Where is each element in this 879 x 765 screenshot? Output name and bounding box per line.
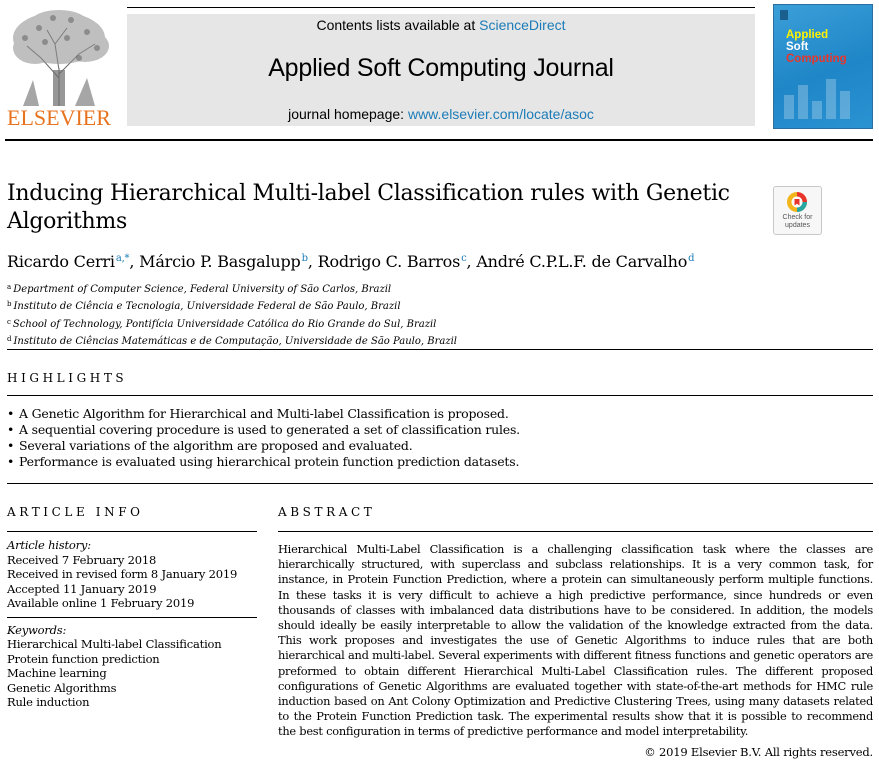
bullet-icon: • bbox=[7, 422, 15, 437]
highlight-text: Performance is evaluated using hierarchical protein function prediction datasets. bbox=[19, 454, 520, 469]
author-name[interactable]: Ricardo Cerri bbox=[7, 252, 115, 271]
highlight-item bbox=[7, 422, 520, 438]
journal-name: Applied Soft Computing Journal bbox=[268, 54, 614, 82]
affiliation-text: Instituto de Ciência e Tecnologia, Universidade Federal de São Paulo, Brazil bbox=[13, 301, 401, 313]
keyword-item: Protein function prediction bbox=[7, 651, 160, 666]
history-item: Accepted 11 January 2019 bbox=[7, 581, 157, 596]
affiliation-key: d bbox=[7, 335, 12, 344]
author-separator: , bbox=[129, 252, 140, 271]
journal-cover[interactable] bbox=[773, 4, 873, 129]
highlight-text: A sequential covering procedure is used to generated a set of classification rules. bbox=[19, 422, 520, 437]
affiliation-item bbox=[7, 315, 457, 332]
highlight-text: A Genetic Algorithm for Hierarchical and Multi-label Classification is proposed. bbox=[19, 406, 509, 421]
homepage-prefix: journal homepage: bbox=[288, 106, 408, 122]
check-updates-icon bbox=[786, 191, 808, 213]
bullet-icon: • bbox=[7, 438, 15, 453]
author-separator: , bbox=[466, 252, 477, 271]
author-list bbox=[7, 252, 694, 271]
affiliation-list bbox=[7, 280, 457, 350]
cover-graphic-icon bbox=[784, 75, 862, 119]
section-divider bbox=[7, 349, 873, 350]
article-title: Inducing Hierarchical Multi-label Classification rules with Genetic Algorithms bbox=[7, 181, 730, 234]
highlights-rule bbox=[7, 395, 873, 396]
abstract-text: Hierarchical Multi-Label Classification is a challenging classification task where the classes are hierarchically structured, with superclass and subclass relationships. It is a very common task, for instance, in Protein Function Prediction, where a protein can simultaneously perform multiple functions. In these tasks it is very difficult to achieve a high predictive performance, since hundreds or even thousands of classes with imbalanced data distributions have to be considered. In addition, the models should ideally be easily interpretable to allow the validation of the knowledge extracted from the data. This work proposes and investigates the use of Genetic Algorithms to induce rules that are both hierarchical and multi-label. Several experiments with different fitness functions and genetic operators are preformed to obtain different Hierarchical Multi-Label Classification rules. The different proposed configurations of Genetic Algorithms are evaluated together with state-of-the-art methods for HMC rule induction based on Ant Colony Optimization and Predictive Clustering Trees, using many datasets related to the Protein Function Prediction task. The experimental results show that it is possible to recommend the best configuration in terms of predictive performance and model interpretability. bbox=[278, 542, 873, 739]
highlights-heading: HIGHLIGHTS bbox=[7, 371, 128, 385]
cover-title-line2: Soft bbox=[786, 41, 809, 53]
author-affil-link[interactable]: a,* bbox=[115, 253, 130, 264]
tree-icon bbox=[5, 8, 113, 108]
affiliation-item bbox=[7, 280, 457, 297]
contents-prefix: Contents lists available at bbox=[316, 17, 480, 33]
affiliation-key: c bbox=[7, 317, 11, 326]
keyword-item: Rule induction bbox=[7, 695, 90, 709]
author-name[interactable]: Márcio P. Basgalupp bbox=[139, 252, 301, 271]
keyword-item: Machine learning bbox=[7, 666, 107, 680]
check-updates-line1: Check for bbox=[782, 214, 813, 221]
affiliation-item bbox=[7, 332, 457, 349]
highlight-text: Several variations of the algorithm are proposed and evaluated. bbox=[19, 438, 413, 453]
highlights-list bbox=[7, 406, 520, 470]
author-name[interactable]: Rodrigo C. Barros bbox=[317, 252, 461, 271]
sciencedirect-link[interactable]: ScienceDirect bbox=[479, 17, 566, 33]
bullet-icon: • bbox=[7, 454, 15, 469]
cover-publisher-icon bbox=[780, 10, 788, 20]
author-separator: , bbox=[307, 252, 318, 271]
history-item: Available online 1 February 2019 bbox=[7, 596, 195, 610]
keyword-item: Genetic Algorithms bbox=[7, 680, 117, 695]
affiliation-item bbox=[7, 297, 457, 314]
history-item: Received 7 February 2018 bbox=[7, 552, 157, 567]
elsevier-wordmark: ELSEVIER bbox=[7, 105, 111, 130]
highlight-item bbox=[7, 454, 520, 470]
history-item: Received in revised form 8 January 2019 bbox=[7, 567, 238, 581]
affiliation-key: b bbox=[7, 300, 12, 309]
author-affil-link[interactable]: d bbox=[688, 253, 695, 264]
abstract-rule bbox=[278, 531, 873, 532]
affiliation-text: School of Technology, Pontifícia Universidade Católica do Rio Grande do Sul, Brazil bbox=[12, 318, 437, 330]
copyright-notice: © 2019 Elsevier B.V. All rights reserved. bbox=[644, 745, 873, 759]
highlight-item bbox=[7, 406, 520, 422]
keyword-item: Hierarchical Multi-label Classification bbox=[7, 637, 222, 651]
check-for-updates-button[interactable] bbox=[773, 186, 822, 235]
affiliation-key: a bbox=[7, 283, 12, 291]
journal-header-box bbox=[127, 14, 755, 126]
header-top-rule bbox=[127, 7, 755, 8]
info-inner-rule bbox=[7, 617, 257, 618]
check-updates-line2: updates bbox=[785, 222, 810, 229]
homepage-link[interactable]: www.elsevier.com/locate/asoc bbox=[407, 106, 594, 122]
affiliation-text: Department of Computer Science, Federal University of São Carlos, Brazil bbox=[13, 284, 392, 295]
check-updates-label bbox=[774, 214, 821, 230]
author-affil-link[interactable]: b bbox=[301, 253, 308, 264]
article-info-heading: ARTICLE INFO bbox=[7, 505, 144, 519]
highlight-item bbox=[7, 438, 520, 454]
article-info-rule bbox=[7, 531, 257, 532]
cover-title-line1: Applied bbox=[786, 29, 829, 41]
keywords-label: Keywords: bbox=[7, 622, 67, 637]
abstract-heading: ABSTRACT bbox=[278, 505, 376, 519]
author-affil-link[interactable]: c bbox=[461, 253, 467, 264]
header-divider bbox=[5, 139, 873, 141]
author-name[interactable]: André C.P.L.F. de Carvalho bbox=[476, 252, 688, 271]
contents-line bbox=[127, 17, 755, 33]
history-label: Article history: bbox=[7, 538, 91, 552]
bullet-icon: • bbox=[7, 406, 15, 421]
affiliation-text: Instituto de Ciências Matemáticas e de Computação, Universidade de São Paulo, Brazil bbox=[13, 336, 457, 348]
homepage-line bbox=[127, 106, 755, 122]
cover-title-line3: Computing bbox=[786, 53, 847, 65]
article-info-block bbox=[7, 538, 257, 710]
highlights-bottom-rule bbox=[7, 483, 873, 484]
